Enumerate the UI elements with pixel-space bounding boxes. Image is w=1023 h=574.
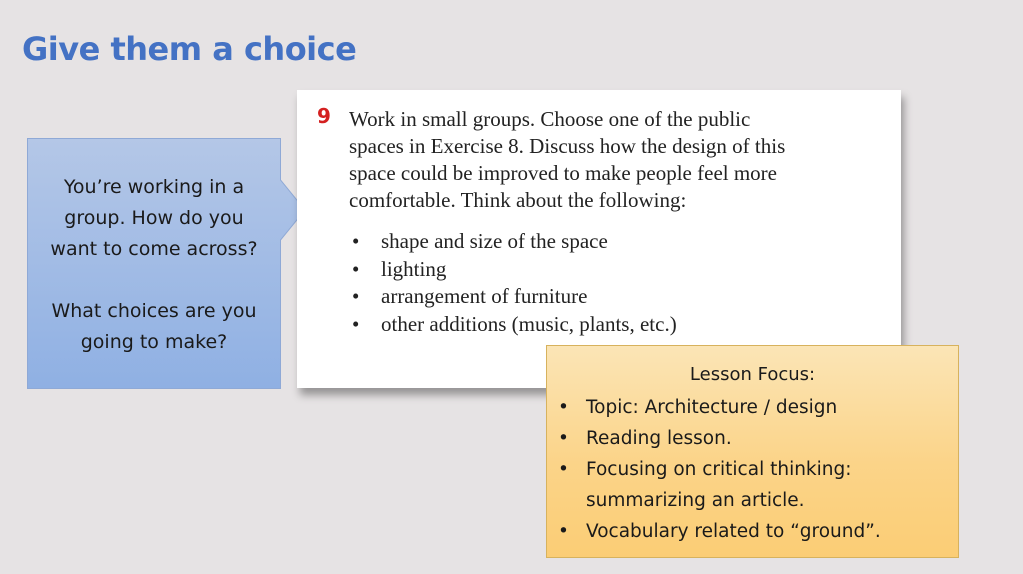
list-item: • Focusing on critical thinking: summarizing an article. <box>555 454 950 516</box>
callout-question-2: What choices are you going to make? <box>51 300 257 353</box>
list-item: • Reading lesson. <box>555 423 950 454</box>
lesson-focus-box <box>546 345 959 558</box>
lesson-focus-title: Lesson Focus: <box>689 364 816 385</box>
question-callout <box>27 138 281 389</box>
list-item: • Vocabulary related to “ground”. <box>555 516 950 547</box>
exercise-bullet-list <box>349 228 677 338</box>
lesson-focus-list <box>555 392 950 547</box>
list-item: • shape and size of the space <box>349 228 677 256</box>
callout-question-1: You’re working in a group. How do you want to come across? <box>50 176 258 260</box>
list-item: • arrangement of furniture <box>349 283 677 311</box>
callout-text <box>27 172 281 358</box>
slide-title: Give them a choice <box>22 30 357 68</box>
list-item: • Topic: Architecture / design <box>555 392 950 423</box>
exercise-number: 9 <box>317 104 331 128</box>
exercise-card <box>297 90 901 388</box>
list-item: • lighting <box>349 256 677 284</box>
list-item: • other additions (music, plants, etc.) <box>349 311 677 339</box>
exercise-instruction: Work in small groups. Choose one of the public spaces in Exercise 8. Discuss how the design of this space could be improved to make people feel more comfortable. Think about the following: <box>349 107 786 212</box>
